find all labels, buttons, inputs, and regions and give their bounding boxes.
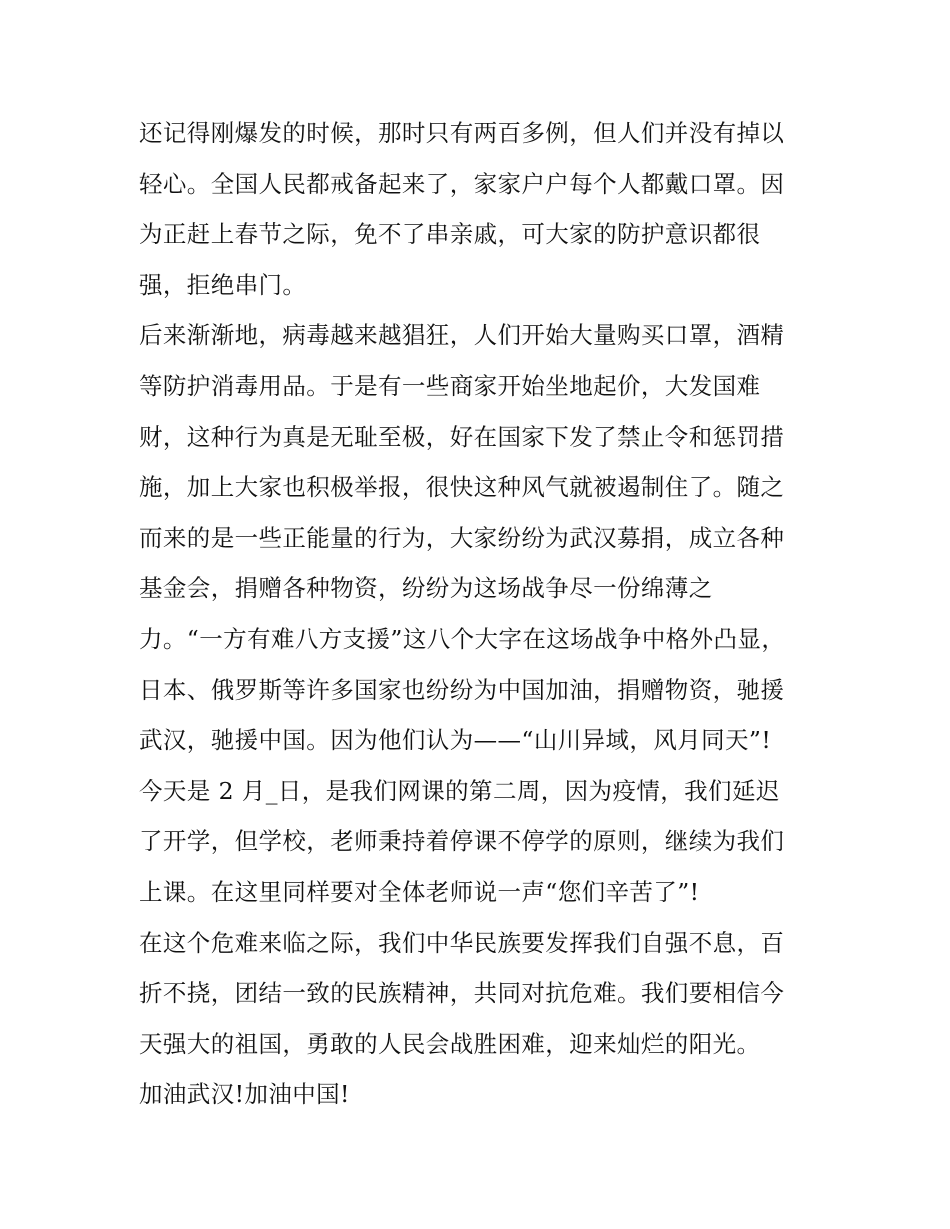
text-line-6: 等防护消毒用品。于是有一些商家开始坐地起价，大发国难 (139, 371, 761, 400)
text-line-7: 财，这种行为真是无耻至极，好在国家下发了禁止令和惩罚措 (139, 422, 785, 451)
text-line-18: 折不挠，团结一致的民族精神，共同对抗危难。我们要相信今 (139, 979, 785, 1008)
text-line-13: 武汉，驰援中国。因为他们认为——“山川异域，风月同天”! (139, 726, 772, 755)
text-line-5: 后来渐渐地，病毒越来越猖狂，人们开始大量购买口罩，酒精 (139, 321, 785, 350)
text-line-12: 日本、俄罗斯等许多国家也纷纷为中国加油，捐赠物资，驰援 (139, 675, 785, 704)
text-line-1: 还记得刚爆发的时候，那时只有两百多例，但人们并没有掉以 (139, 119, 785, 147)
text-line-8: 施，加上大家也积极举报，很快这种风气就被遏制住了。随之 (139, 473, 785, 502)
text-line-17: 在这个危难来临之际，我们中华民族要发挥我们自强不息，百 (139, 928, 785, 957)
text-line-10: 基金会，捐赠各种物资，纷纷为这场战争尽一份绵薄之 (139, 574, 713, 603)
text-line-16: 上课。在这里同样要对全体老师说一声“您们辛苦了”! (139, 877, 700, 906)
text-line-11: 力。“一方有难八方支援”这八个大字在这场战争中格外凸显， (139, 624, 786, 653)
text-line-4: 强，拒绝串门。 (139, 270, 307, 299)
document-body (139, 108, 819, 1120)
text-line-14: 今天是 2 月_日，是我们网课的第二周，因为疫情，我们延迟 (139, 776, 780, 805)
text-line-3: 为正赶上春节之际，免不了串亲戚，可大家的防护意识都很 (139, 220, 761, 249)
text-line-20: 加油武汉!加油中国! (139, 1080, 350, 1109)
text-line-15: 了开学，但学校，老师秉持着停课不停学的原则，继续为我们 (139, 827, 785, 856)
text-line-19: 天强大的祖国，勇敢的人民会战胜困难，迎来灿烂的阳光。 (139, 1029, 761, 1058)
text-line-2: 轻心。全国人民都戒备起来了，家家户户每个人都戴口罩。因 (139, 169, 785, 198)
text-line-9: 而来的是一些正能量的行为，大家纷纷为武汉募捐，成立各种 (139, 523, 785, 552)
